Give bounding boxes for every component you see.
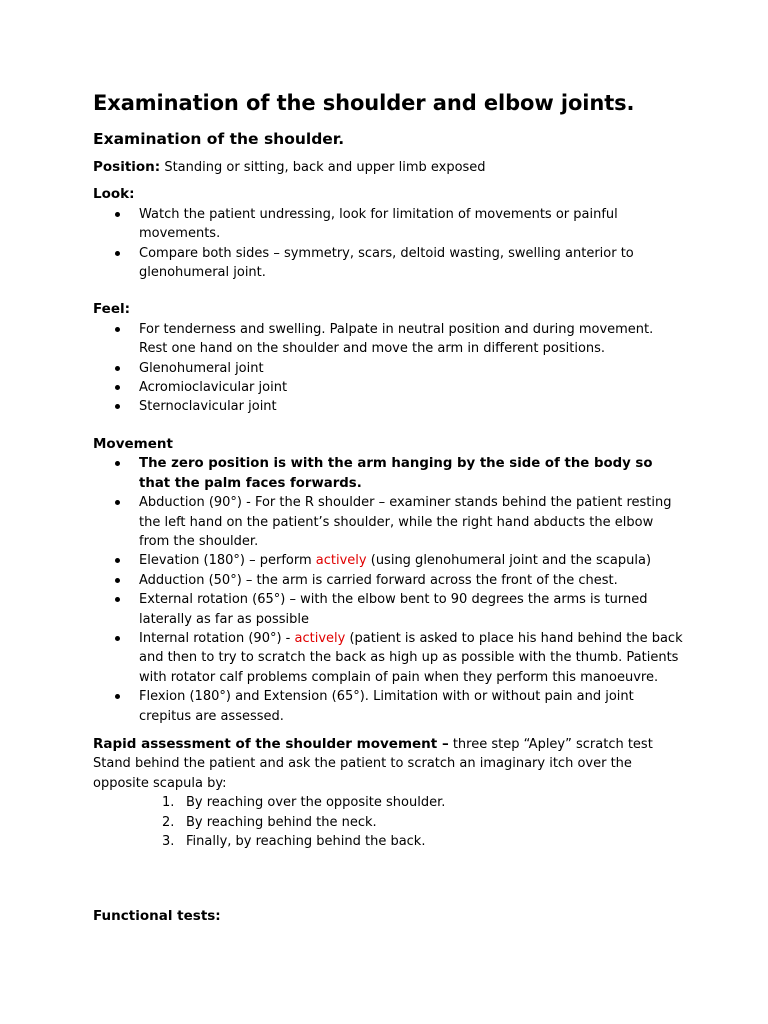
highlight-actively: actively bbox=[294, 630, 346, 646]
bullet-icon bbox=[115, 500, 120, 505]
rapid-assessment-intro: Stand behind the patient and ask the patient to scratch an imaginary itch over the opposite scapula by: bbox=[93, 756, 632, 791]
list-item-flexion: Flexion (180°) and Extension (65°). Limitation with or without pain and joint crepitus are assessed. bbox=[93, 687, 683, 726]
functional-tests-heading: Functional tests: bbox=[93, 908, 221, 925]
rapid-assessment-subtitle: three step “Apley” scratch test bbox=[448, 736, 653, 752]
bullet-icon bbox=[115, 385, 120, 390]
bullet-icon bbox=[115, 636, 120, 641]
bullet-icon bbox=[115, 694, 120, 699]
list-item: Watch the patient undressing, look for limitation of movements or painful movements. bbox=[93, 205, 683, 244]
bullet-icon bbox=[115, 327, 120, 332]
list-item-elevation: Elevation (180°) – perform actively (using glenohumeral joint and the scapula) bbox=[93, 551, 683, 570]
list-item-internal-rotation: Internal rotation (90°) - actively (patient is asked to place his hand behind the back and then to try to scratch the back as high up as possible with the thumb. Patients with rotator calf problems complain of pain when they perform this manoeuvre. bbox=[93, 629, 683, 687]
list-item: Acromioclavicular joint bbox=[93, 378, 683, 397]
movement-list bbox=[93, 454, 683, 726]
rapid-assessment-heading: Rapid assessment of the shoulder movement – three step “Apley” scratch test bbox=[93, 735, 653, 752]
list-item-abduction: Abduction (90°) - For the R shoulder – examiner stands behind the patient resting the left hand on the patient’s shoulder, while the right hand abducts the elbow from the shoulder. bbox=[93, 493, 683, 551]
list-item: Compare both sides – symmetry, scars, deltoid wasting, swelling anterior to glenohumeral joint. bbox=[93, 244, 683, 283]
bullet-icon bbox=[115, 212, 120, 217]
bullet-icon bbox=[115, 578, 120, 583]
position-label: Position: bbox=[93, 159, 161, 175]
scratch-test-steps bbox=[93, 793, 683, 851]
look-heading: Look: bbox=[93, 186, 135, 203]
bullet-icon bbox=[115, 404, 120, 409]
list-item: For tenderness and swelling. Palpate in neutral position and during movement. Rest one hand on the shoulder and move the arm in different positions. bbox=[93, 320, 683, 359]
movement-heading: Movement bbox=[93, 435, 173, 452]
bullet-icon bbox=[115, 366, 120, 371]
section-heading-shoulder: Examination of the shoulder. bbox=[93, 130, 345, 148]
document-title: Examination of the shoulder and elbow joints. bbox=[93, 91, 635, 115]
feel-list bbox=[93, 320, 683, 417]
highlight-actively: actively bbox=[315, 553, 367, 569]
bullet-icon bbox=[115, 558, 120, 563]
position-text: Standing or sitting, back and upper limb exposed bbox=[160, 160, 486, 175]
list-item: 3. Finally, by reaching behind the back. bbox=[162, 834, 426, 849]
look-list bbox=[93, 205, 683, 283]
list-item: Sternoclavicular joint bbox=[93, 397, 683, 416]
position-paragraph bbox=[93, 158, 683, 177]
list-item-adduction: Adduction (50°) – the arm is carried forward across the front of the chest. bbox=[93, 571, 683, 590]
bullet-icon bbox=[115, 597, 120, 602]
list-item-zero-position: The zero position is with the arm hanging by the side of the body so that the palm faces forwards. bbox=[93, 454, 683, 493]
list-item-external-rotation: External rotation (65°) – with the elbow bent to 90 degrees the arms is turned laterally as far as possible bbox=[93, 590, 683, 629]
list-item: 1. By reaching over the opposite shoulder. bbox=[162, 795, 446, 811]
list-item: Glenohumeral joint bbox=[93, 359, 683, 378]
bullet-icon bbox=[115, 251, 120, 256]
list-item: 2. By reaching behind the neck. bbox=[162, 814, 377, 830]
feel-heading: Feel: bbox=[93, 301, 131, 318]
document-content bbox=[93, 88, 683, 927]
bullet-icon bbox=[115, 461, 120, 466]
